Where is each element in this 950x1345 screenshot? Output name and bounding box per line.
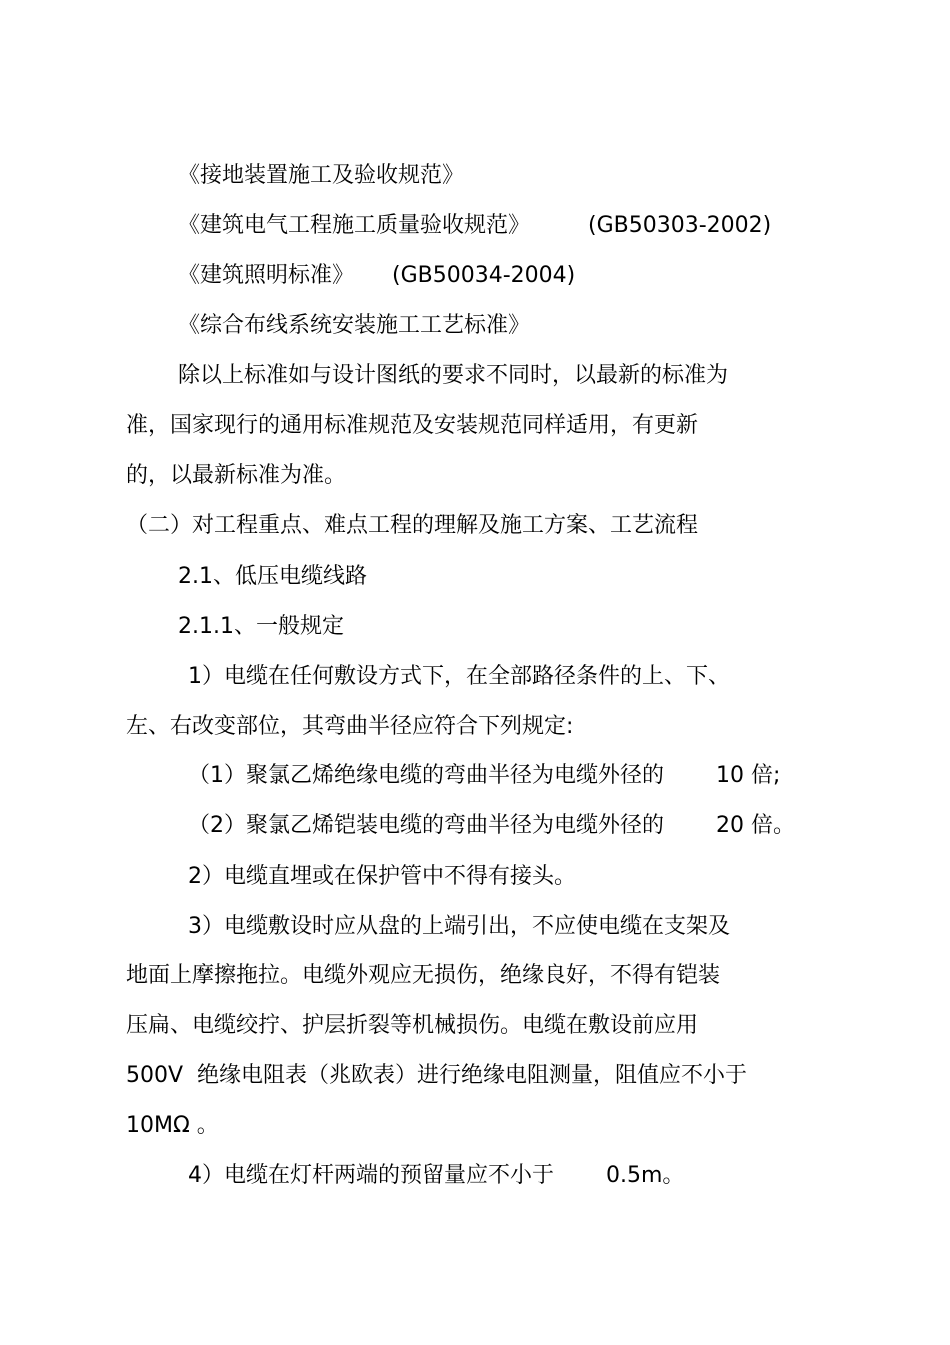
item-3-line-4 [126,1063,747,1089]
item-3-line-4-text: 绝缘电阻表（兆欧表）进行绝缘电阻测量，阻值应不小于 [197,1063,748,1088]
item-3-line-1: 3）电缆敷设时应从盘的上端引出，不应使电缆在支架及 [188,914,730,939]
standard-line-2 [178,213,771,239]
item-1-sub-2-value: 20 倍。 [716,813,795,838]
sub-heading: 2.1、低压电缆线路 [178,564,367,589]
item-3-voltage: 500V [126,1063,184,1088]
note-line-2: 准，国家现行的通用标准规范及安装规范同样适用，有更新 [126,413,699,438]
item-1-sub-2 [188,813,795,839]
item-1-sub-1-text: （1）聚氯乙烯绝缘电缆的弯曲半径为电缆外径的 [188,763,664,788]
item-1-sub-1-value: 10 倍; [716,763,781,788]
standard-code-2: (GB50303-2002) [588,213,772,238]
item-1-line-1: 1）电缆在任何敷设方式下，在全部路径条件的上、下、 [188,664,730,689]
sub-sub-heading: 2.1.1、一般规定 [178,614,344,639]
item-4-text: 4）电缆在灯杆两端的预留量应不小于 [188,1163,554,1188]
standard-title-3: 《建筑照明标准》 [178,263,355,288]
item-3-line-5: 10MΩ 。 [126,1113,219,1138]
standard-title-1: 《接地装置施工及验收规范》 [178,163,465,188]
section-heading: （二）对工程重点、难点工程的理解及施工方案、工艺流程 [126,513,699,538]
standard-line-3 [178,263,575,289]
item-3-line-2: 地面上摩擦拖拉。电缆外观应无损伤，绝缘良好，不得有铠装 [126,963,721,988]
note-line-3: 的，以最新标准为准。 [126,463,347,488]
item-4 [188,1163,684,1189]
item-1-line-2: 左、右改变部位，其弯曲半径应符合下列规定: [126,714,574,739]
note-line-1: 除以上标准如与设计图纸的要求不同时，以最新的标准为 [178,363,729,388]
standard-line-4 [178,313,530,339]
item-3-line-3: 压扁、电缆绞拧、护层折裂等机械损伤。电缆在敷设前应用 [126,1013,699,1038]
item-2: 2）电缆直埋或在保护管中不得有接头。 [188,864,576,889]
standard-title-2: 《建筑电气工程施工质量验收规范》 [178,213,531,238]
item-4-value: 0.5m。 [606,1163,685,1188]
standard-line-1 [178,163,464,189]
standard-code-3: (GB50034-2004) [392,263,576,288]
standard-title-4: 《综合布线系统安装施工工艺标准》 [178,313,531,338]
item-1-sub-2-text: （2）聚氯乙烯铠装电缆的弯曲半径为电缆外径的 [188,813,664,838]
item-1-sub-1 [188,763,780,789]
